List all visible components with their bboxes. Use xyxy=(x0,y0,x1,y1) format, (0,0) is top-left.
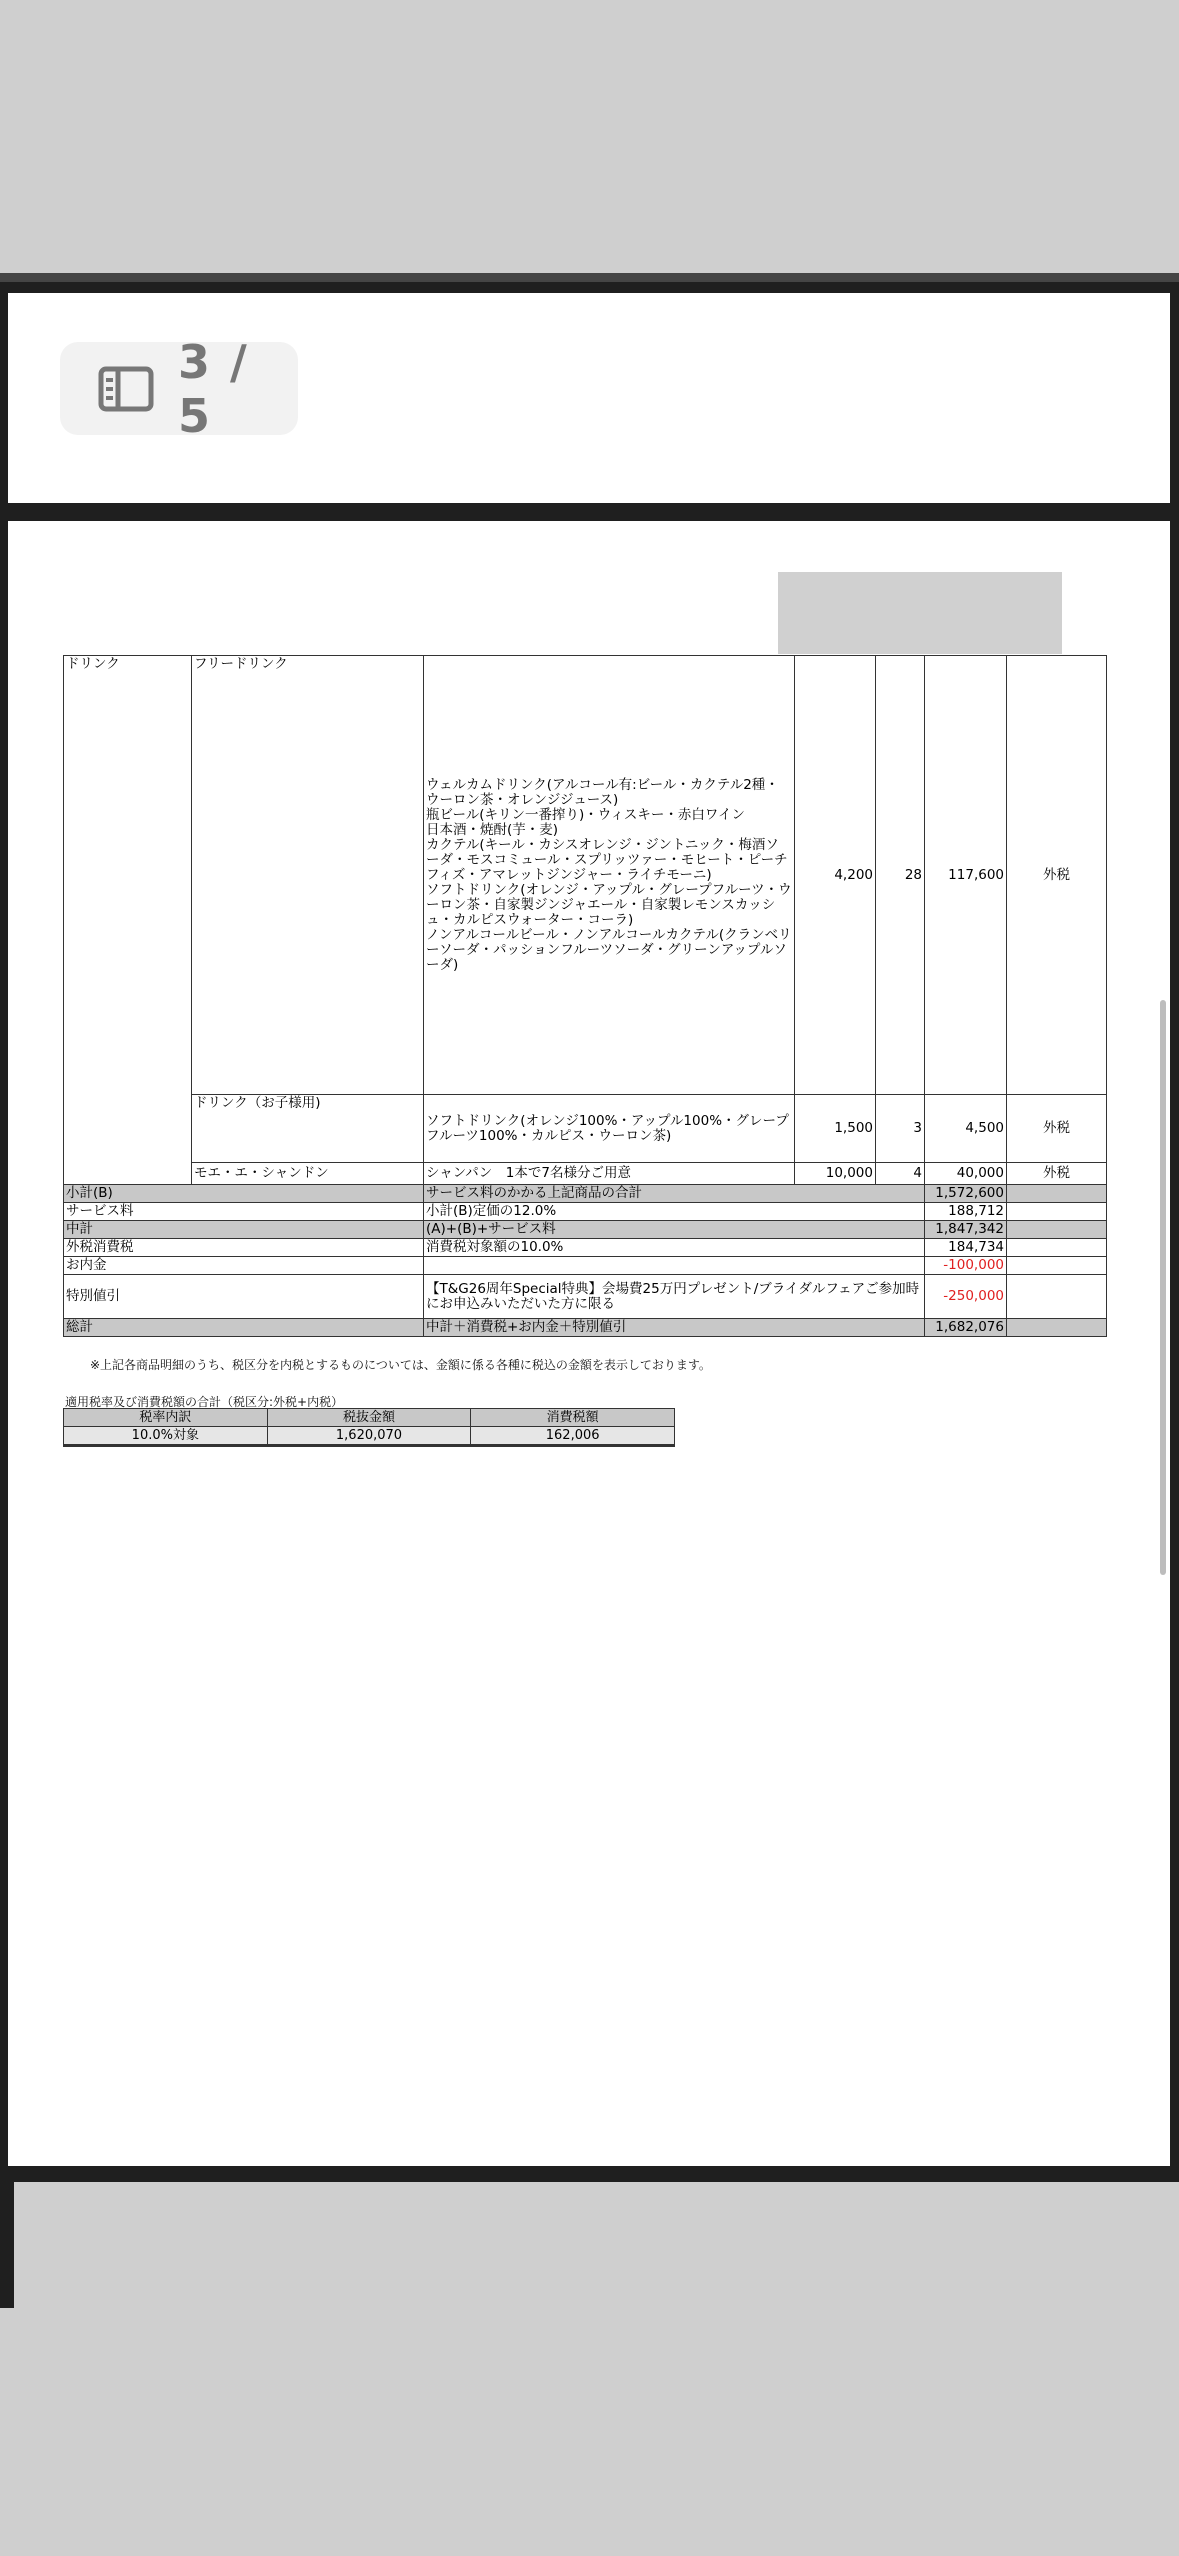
unit-price-cell: 4,200 xyxy=(795,656,876,1095)
description-cell: ウェルカムドリンク(アルコール有:ビール・カクテル2種・ウーロン茶・オレンジジュース) 瓶ビール(キリン一番搾り)・ウィスキー・赤白ワイン 日本酒・焼酎(芋・麦) カクテル(キール・カシスオレンジ・ジントニック・梅酒ソーダ・モスコミュール・スプリッツァー・モヒート・ピーチフィズ・アマレットジンジャー・ライチモーニ) ソフトドリンク(オレンジ・アップル・グレープフルーツ・ウーロン茶・自家製ジンジャエール・自家製レモンスカッシュ・カルピスウォーター・コーラ) ノンアルコールビール・ノンアルコールカクテル(クランベリーソーダ・パッションフルーツソーダ・グリーンアップルソーダ) xyxy=(424,656,795,1095)
summary-desc: サービス料のかかる上記商品の合計 xyxy=(424,1185,925,1203)
item-cell: ドリンク（お子様用) xyxy=(192,1095,424,1163)
description-cell: シャンパン 1本で7名様分ご用意 xyxy=(424,1163,795,1185)
summary-label: お内金 xyxy=(64,1257,424,1275)
previous-page-area xyxy=(0,0,1179,282)
next-page-edge xyxy=(0,2308,14,2556)
middle-total-row xyxy=(64,1221,1107,1239)
amount-cell: 4,500 xyxy=(925,1095,1007,1163)
tax-type-cell: 外税 xyxy=(1007,1163,1107,1185)
tax-base-cell: 1,620,070 xyxy=(267,1427,471,1446)
summary-amount: -100,000 xyxy=(925,1257,1007,1275)
tax-note: ※上記各商品明細のうち、税区分を内税とするものについては、金額に係る各種に税込の金額を表示しております。 xyxy=(90,1358,711,1372)
tax-breakdown-table xyxy=(63,1408,675,1447)
summary-amount: 188,712 xyxy=(925,1203,1007,1221)
tax-header-cell: 税率内訳 xyxy=(64,1409,268,1427)
tax-rate-cell: 10.0%対象 xyxy=(64,1427,268,1446)
service-fee-row xyxy=(64,1203,1107,1221)
summary-desc: 中計＋消費税+お内金＋特別値引 xyxy=(424,1319,925,1337)
invoice-table xyxy=(63,655,1107,1337)
amount-cell: 40,000 xyxy=(925,1163,1007,1185)
qty-cell: 3 xyxy=(876,1095,925,1163)
redacted-block xyxy=(778,572,1062,654)
tax-breakdown-title: 適用税率及び消費税額の合計（税区分:外税+内税） xyxy=(65,1395,344,1409)
summary-desc: 小計(B)定価の12.0% xyxy=(424,1203,925,1221)
summary-desc: 【T&G26周年Special特典】会場費25万円プレゼント/ブライダルフェアご参加時にお申込みいただいた方に限る xyxy=(424,1275,925,1319)
summary-label: 小計(B) xyxy=(64,1185,424,1203)
summary-label: 総計 xyxy=(64,1319,424,1337)
summary-amount: 184,734 xyxy=(925,1239,1007,1257)
table-row xyxy=(64,1163,1107,1185)
item-cell: モエ・エ・シャンドン xyxy=(192,1163,424,1185)
sidebar-panel-icon xyxy=(98,366,154,412)
tax-header-cell: 消費税額 xyxy=(471,1409,675,1427)
document-page xyxy=(8,521,1170,2166)
special-discount-row xyxy=(64,1275,1107,1319)
summary-amount: 1,847,342 xyxy=(925,1221,1007,1239)
summary-amount: 1,682,076 xyxy=(925,1319,1007,1337)
grand-total-row xyxy=(64,1319,1107,1337)
item-cell: フリードリンク xyxy=(192,656,424,1095)
summary-label: 特別値引 xyxy=(64,1275,424,1319)
amount-cell: 117,600 xyxy=(925,656,1007,1095)
subtotal-row xyxy=(64,1185,1107,1203)
page-header-strip xyxy=(8,293,1170,503)
deposit-row xyxy=(64,1257,1107,1275)
summary-desc: 消費税対象額の10.0% xyxy=(424,1239,925,1257)
description-cell: ソフトドリンク(オレンジ100%・アップル100%・グレープフルーツ100%・カルピス・ウーロン茶) xyxy=(424,1095,795,1163)
consumption-tax-row xyxy=(64,1239,1107,1257)
table-row xyxy=(64,1409,675,1427)
unit-price-cell: 1,500 xyxy=(795,1095,876,1163)
summary-label: サービス料 xyxy=(64,1203,424,1221)
qty-cell: 28 xyxy=(876,656,925,1095)
table-row xyxy=(64,656,1107,1095)
summary-amount: -250,000 xyxy=(925,1275,1007,1319)
qty-cell: 4 xyxy=(876,1163,925,1185)
unit-price-cell: 10,000 xyxy=(795,1163,876,1185)
tax-type-cell: 外税 xyxy=(1007,656,1107,1095)
summary-label: 外税消費税 xyxy=(64,1239,424,1257)
next-page-area xyxy=(14,2182,1179,2556)
table-row xyxy=(64,1095,1107,1163)
vertical-scrollbar[interactable] xyxy=(1160,1000,1166,1575)
page-indicator-button[interactable] xyxy=(60,334,298,443)
summary-desc: (A)+(B)+サービス料 xyxy=(424,1221,925,1239)
tax-type-cell: 外税 xyxy=(1007,1095,1107,1163)
summary-amount: 1,572,600 xyxy=(925,1185,1007,1203)
page-indicator-label: 3 / 5 xyxy=(178,334,249,443)
category-cell: ドリンク xyxy=(64,656,192,1185)
tax-amount-cell: 162,006 xyxy=(471,1427,675,1446)
summary-desc xyxy=(424,1257,925,1275)
table-row xyxy=(64,1427,675,1446)
summary-label: 中計 xyxy=(64,1221,424,1239)
tax-header-cell: 税抜金額 xyxy=(267,1409,471,1427)
